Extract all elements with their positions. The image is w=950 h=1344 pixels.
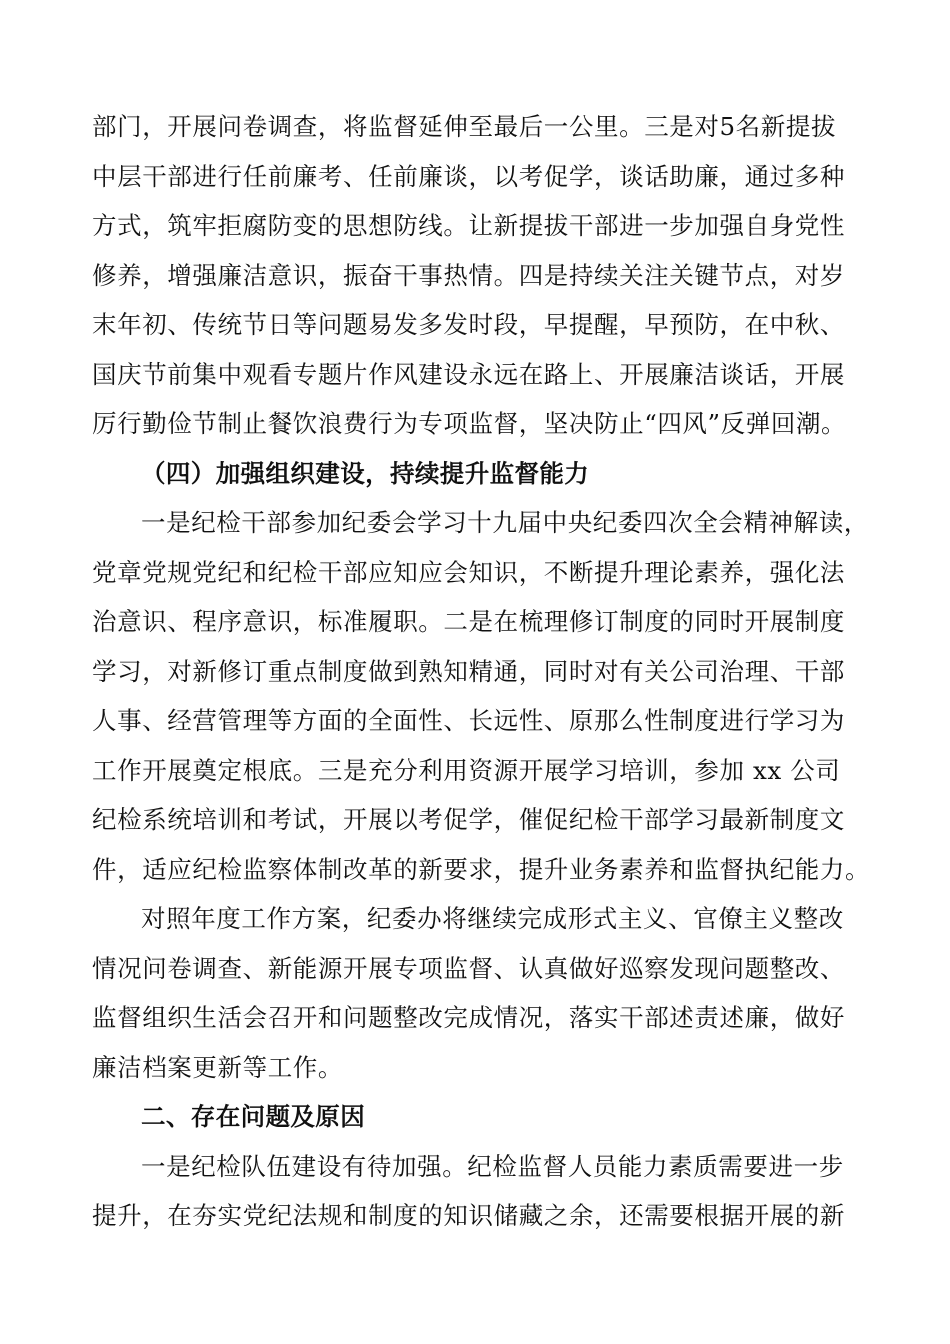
body-text-line: 监督组织生活会召开和问题整改完成情况，落实干部述责述廉，做好: [92, 1003, 845, 1032]
body-text-line: 厉行勤俭节制止餐饮浪费行为专项监督，坚决防止“四风”反弹回潮。: [92, 409, 847, 438]
body-text-line: 末年初、传统节日等问题易发多发时段，早提醒，早预防，在中秋、: [92, 310, 845, 339]
body-text-line: 治意识、程序意识，标准履职。二是在梳理修订制度的同时开展制度: [92, 607, 845, 636]
body-text-line: 党章党规党纪和纪检干部应知应会知识，不断提升理论素养，强化法: [92, 558, 845, 587]
body-text-line: 修养，增强廉洁意识，振奋干事热情。四是持续关注关键节点，对岁: [92, 261, 845, 290]
body-text-line: 廉洁档案更新等工作。: [92, 1053, 343, 1082]
paragraph-first-line: 对照年度工作方案，纪委办将继续完成形式主义、官僚主义整改: [141, 904, 844, 933]
body-text-line: 人事、经营管理等方面的全面性、长远性、原那么性制度进行学习为: [92, 706, 845, 735]
body-text-line: 国庆节前集中观看专题片作风建设永远在路上、开展廉洁谈话，开展: [92, 360, 845, 389]
section-heading: 二、存在问题及原因: [141, 1102, 366, 1131]
section-heading: （四）加强组织建设，持续提升监督能力: [141, 459, 590, 488]
body-text-line: 中层干部进行任前廉考、任前廉谈，以考促学，谈话助廉，通过多种: [92, 162, 845, 191]
body-text-line: 件，适应纪检监察体制改革的新要求，提升业务素养和监督执纪能力。: [92, 855, 871, 884]
body-text-line: 工作开展奠定根底。三是充分利用资源开展学习培训，参加 xx 公司: [92, 756, 841, 785]
body-text-line: 情况问卷调查、新能源开展专项监督、认真做好巡察发现问题整改、: [92, 954, 845, 983]
paragraph-first-line: 一是纪检干部参加纪委会学习十九届中央纪委四次全会精神解读，: [141, 508, 869, 537]
body-text-line: 部门，开展问卷调查，将监督延伸至最后一公里。三是对5名新提拔: [92, 112, 837, 141]
body-text-line: 纪检系统培训和考试，开展以考促学，催促纪检干部学习最新制度文: [92, 805, 845, 834]
paragraph-first-line: 一是纪检队伍建设有待加强。纪检监督人员能力素质需要进一步: [141, 1152, 844, 1181]
body-text-line: 提升，在夯实党纪法规和制度的知识储藏之余，还需要根据开展的新: [92, 1201, 845, 1230]
body-text-line: 方式，筑牢拒腐防变的思想防线。让新提拔干部进一步加强自身党性: [92, 211, 845, 240]
body-text-line: 学习，对新修订重点制度做到熟知精通，同时对有关公司治理、干部: [92, 657, 845, 686]
